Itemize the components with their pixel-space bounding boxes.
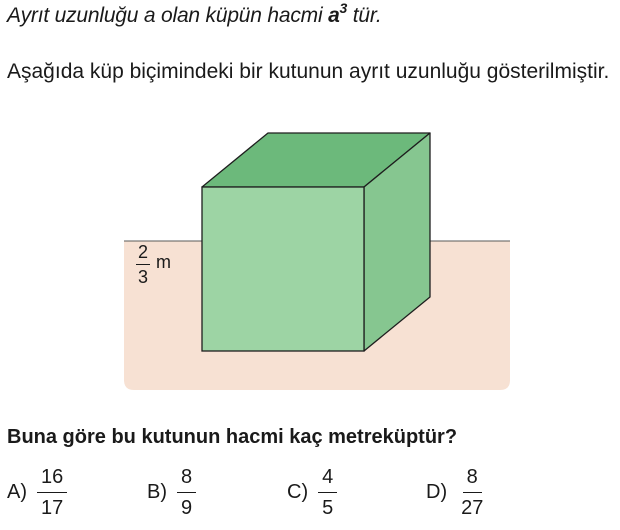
answer-options [7,458,617,526]
option-c-letter: C) [287,480,309,503]
formula [328,0,348,27]
formula-base: a [328,4,340,27]
intro-sentence [7,0,382,28]
option-d-fraction [457,465,487,520]
option-a-denominator: 17 [41,496,64,519]
option-c-denominator: 5 [322,496,334,519]
edge-length-numerator: 2 [136,242,150,265]
option-a-letter: A) [7,480,27,503]
option-d-numerator: 8 [463,465,482,493]
cube-diagram [0,120,620,400]
edge-length-label [136,242,171,287]
option-b[interactable] [147,458,196,526]
option-d-denominator: 27 [461,496,484,519]
option-c[interactable] [287,458,337,526]
option-b-denominator: 9 [181,496,193,519]
intro-suffix: tür. [352,4,382,27]
problem-description: Aşağıda küp biçimindeki bir kutunun ayrıt uzunluğu gösterilmiştir. [7,60,610,83]
option-c-fraction [318,465,337,520]
cube-front-face [202,187,364,351]
option-a-fraction [37,465,67,520]
intro-text: Ayrıt uzunluğu a olan küpün hacmi [7,4,323,27]
option-a-numerator: 16 [37,465,67,493]
question-text: Buna göre bu kutunun hacmi kaç metreküptür? [7,426,458,448]
option-c-numerator: 4 [318,465,337,493]
edge-length-denominator: 3 [138,267,149,287]
option-d-letter: D) [426,480,448,503]
edge-length-fraction [136,242,150,287]
edge-length-unit: m [156,252,172,272]
cube-figure [0,120,620,405]
formula-exponent: 3 [339,0,348,16]
option-d[interactable] [426,458,487,526]
option-b-fraction [177,465,196,520]
option-a[interactable] [7,458,67,526]
option-b-letter: B) [147,480,167,503]
option-b-numerator: 8 [177,465,196,493]
